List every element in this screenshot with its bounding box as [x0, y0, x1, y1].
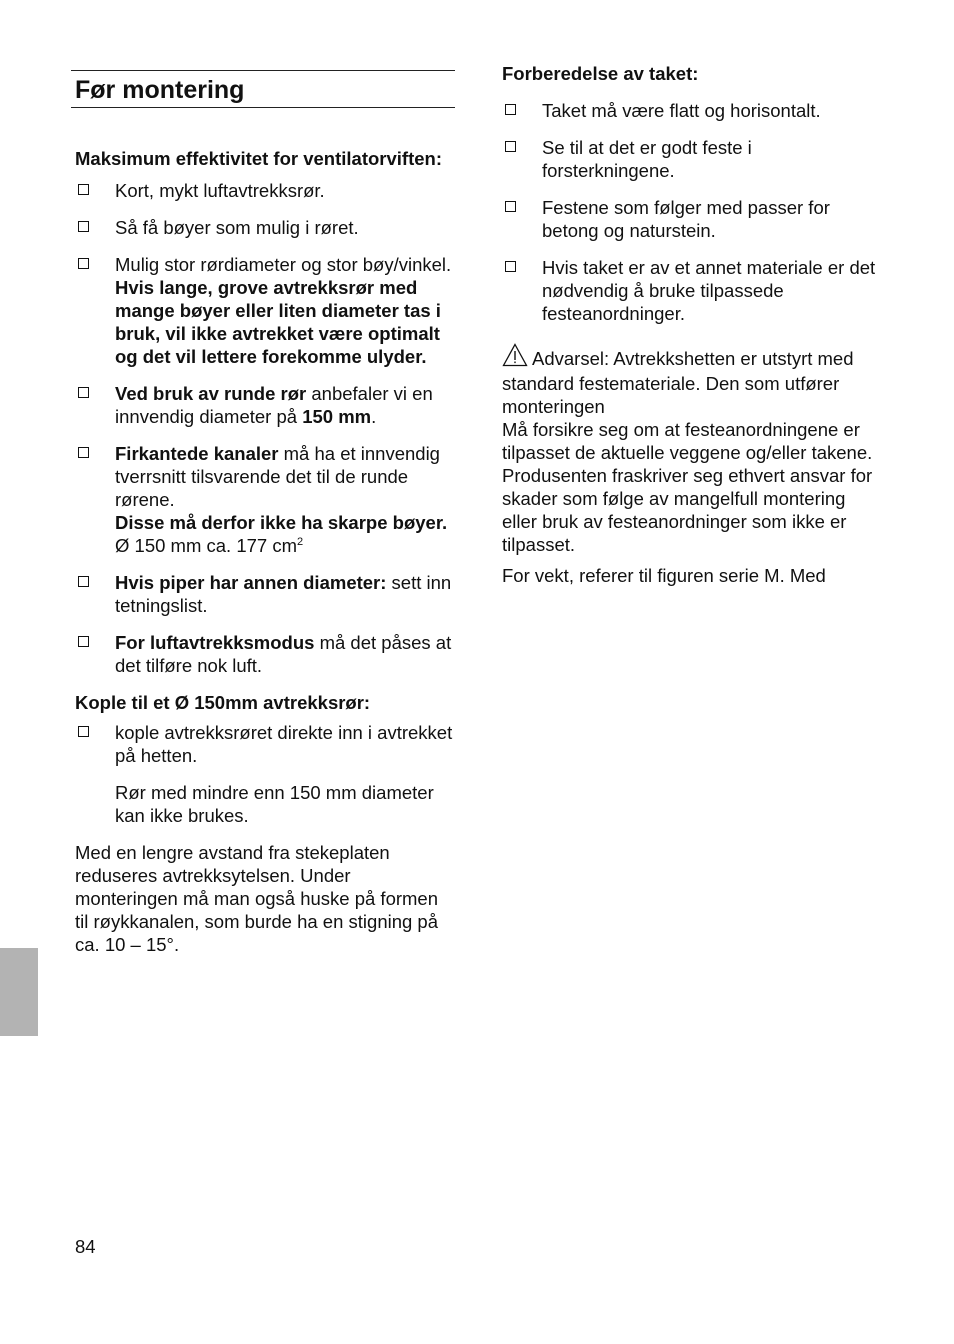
checkbox-bullet-icon — [78, 387, 89, 398]
list-item: kople avtrekksrøret direkte inn i avtrekket på hetten. — [75, 721, 455, 767]
warning-paragraph: Advarsel: Avtrekkshetten er utstyrt med standard festemateriale. Den som utfører monteringen Må forsikre seg om at festeanordningene er tilpasset de aktuelle veggene og/eller takene. Produsenten fraskriver seg ethvert ansvar for skader som følge av mangelfull montering eller bruk av festeanordninger som ikke er tilpasset. — [502, 343, 877, 556]
list-item: Kort, mykt luftavtrekksrør. — [75, 179, 455, 202]
roof-preparation-heading: Forberedelse av taket: — [502, 63, 699, 84]
checkbox-bullet-icon — [78, 221, 89, 232]
list-item: Se til at det er godt feste i forsterkningene. — [502, 136, 877, 182]
list-item: Festene som følger med passer for betong og naturstein. — [502, 196, 877, 242]
title-block — [71, 70, 455, 108]
checkbox-bullet-icon — [78, 636, 89, 647]
checkbox-bullet-icon — [78, 184, 89, 195]
list-item: Hvis piper har annen diameter: sett inn tetningslist. — [75, 571, 455, 617]
checkbox-bullet-icon — [505, 104, 516, 115]
checkbox-bullet-icon — [505, 201, 516, 212]
diameter-note: Rør med mindre enn 150 mm diameter kan ikke brukes. — [115, 782, 434, 826]
checkbox-bullet-icon — [505, 261, 516, 272]
checkbox-bullet-icon — [78, 576, 89, 587]
warning-triangle-icon — [502, 343, 528, 372]
weight-note: For vekt, referer til figuren serie M. Med — [502, 565, 826, 586]
section-side-tab — [0, 948, 38, 1036]
closing-paragraph: Med en lengre avstand fra stekeplaten reduseres avtrekksytelsen. Under monteringen må man også huske på formen til røykkanalen, som burde ha en stigning på ca. 10 – 15°. — [75, 842, 439, 955]
connect-heading: Kople til et Ø 150mm avtrekksrør: — [75, 692, 371, 713]
checkbox-bullet-icon — [78, 447, 89, 458]
checkbox-bullet-icon — [505, 141, 516, 152]
list-item: For luftavtrekksmodus må det påses at det tilføre nok luft. — [75, 631, 455, 677]
right-column — [502, 62, 877, 587]
checkbox-bullet-icon — [78, 258, 89, 269]
page-number: 84 — [75, 1236, 96, 1257]
list-item: Hvis taket er av et annet materiale er det nødvendig å bruke tilpassede festeanordninger. — [502, 256, 877, 325]
list-item: Mulig stor rørdiameter og stor bøy/vinkel. Hvis lange, grove avtrekksrør med mange bøyer eller liten diameter tas i bruk, vil ikke avtrekket være optimalt og det vil lettere forekomme ulyder. — [75, 253, 455, 368]
left-column — [75, 70, 455, 956]
checkbox-bullet-icon — [78, 726, 89, 737]
page-title: Før montering — [75, 76, 245, 104]
list-item: Så få bøyer som mulig i røret. — [75, 216, 455, 239]
list-item: Firkantede kanaler må ha et innvendig tverrsnitt tilsvarende det til de runde rørene. Disse må derfor ikke ha skarpe bøyer. Ø 150 mm ca. 177 $cm^2$ — [75, 442, 455, 557]
list-item: Taket må være flatt og horisontalt. — [502, 99, 877, 122]
list-item: Ved bruk av runde rør anbefaler vi en innvendig diameter på 150 mm. — [75, 382, 455, 428]
efficiency-heading: Maksimum effektivitet for ventilatorviften: — [75, 148, 442, 169]
